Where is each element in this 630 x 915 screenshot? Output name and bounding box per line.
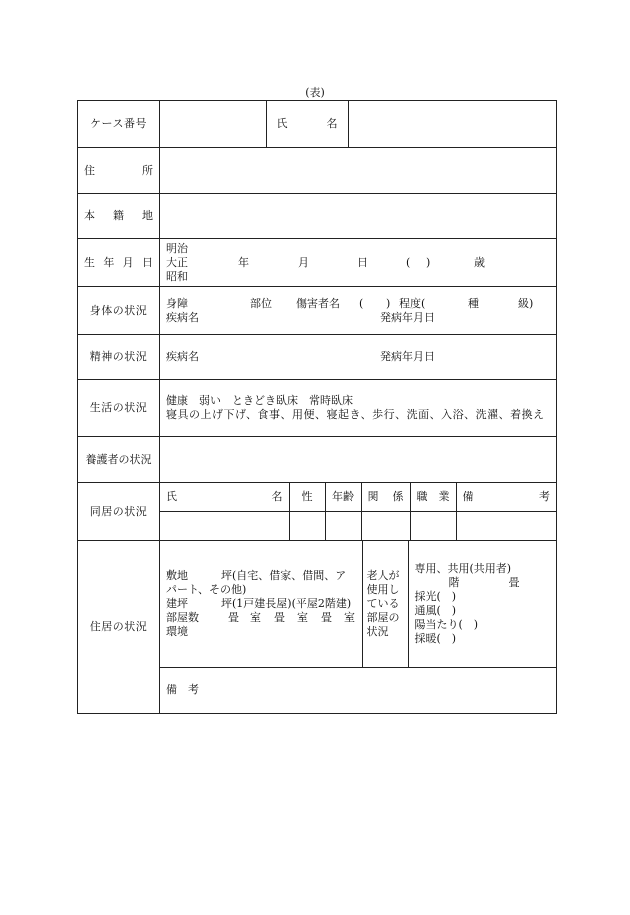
housing-floor-area: 建坪 坪(1戸建長屋)(平屋2階建) — [166, 596, 352, 610]
col-name-2: 名 — [271, 490, 283, 503]
physical-field[interactable] — [160, 287, 557, 335]
label-case-number: ケース番号 — [78, 101, 160, 148]
rooms-shitsu-1: 室 — [250, 610, 261, 624]
unit-day: 日 — [357, 255, 368, 269]
room-label-2: 使用し — [366, 582, 400, 596]
case-number-field[interactable] — [160, 101, 266, 147]
label-name-2: 名 — [326, 117, 338, 130]
cohabit-relation-cell[interactable] — [361, 512, 410, 541]
room-lighting: 採光( ) — [414, 589, 457, 603]
col-name-1: 氏 — [166, 490, 177, 503]
label-housing: 住居の状況 — [78, 541, 160, 714]
era-taisho: 大正 — [166, 255, 188, 269]
phys-shinsho: 身障 — [166, 296, 188, 310]
room-floor: 階 — [448, 575, 460, 589]
room-label-5: 状況 — [366, 624, 389, 638]
label-cohabit: 同居の状況 — [78, 483, 160, 541]
phys-disability-name: 傷害者名 — [296, 296, 340, 310]
col-remarks-1: 備 — [462, 490, 474, 503]
housing-site-cell[interactable] — [160, 541, 362, 667]
row-guardian — [78, 437, 557, 483]
rooms-jo-3: 畳 — [321, 610, 332, 624]
label-address-1: 住 — [84, 163, 95, 177]
rooms-shitsu-3: 室 — [344, 610, 355, 624]
housing-remarks-cell[interactable] — [160, 667, 556, 713]
label-guardian: 養護者の状況 — [78, 437, 160, 483]
unit-year: 年 — [238, 255, 249, 269]
phys-grade: 級) — [518, 296, 534, 310]
col-relation-1: 関 — [367, 490, 379, 503]
label-physical: 身体の状況 — [78, 287, 160, 335]
room-label-1: 老人が — [366, 568, 400, 582]
life-health-options: 健康 弱い ときどき臥床 常時臥床 — [166, 394, 353, 407]
phys-disease-name: 疾病名 — [166, 310, 199, 324]
cohabit-header-row — [160, 483, 556, 512]
cohabit-entry-row — [160, 512, 556, 541]
label-birth-2: 年 — [103, 255, 115, 269]
col-job-2: 業 — [438, 490, 450, 503]
label-name-1: 氏 — [276, 117, 288, 130]
life-field[interactable] — [160, 380, 557, 437]
phys-onset-date: 発病年月日 — [380, 310, 435, 324]
col-age: 年齢 — [325, 483, 361, 512]
cohabit-age-cell[interactable] — [325, 512, 361, 541]
mental-field[interactable] — [160, 335, 557, 380]
address-field[interactable] — [160, 148, 557, 194]
rooms-shitsu-2: 室 — [297, 610, 308, 624]
row-birth — [78, 239, 557, 287]
housing-room-label-cell — [362, 541, 408, 667]
housing-environment: 環境 — [166, 624, 188, 638]
room-heating: 採暖( ) — [414, 631, 457, 645]
rooms-jo-2: 畳 — [274, 610, 285, 624]
case-record-form — [77, 100, 557, 714]
life-adl-items: 寝具の上げ下げ、食事、用便、寝起き、歩行、洗面、入浴、洗濯、着換え — [166, 408, 545, 421]
paren-open: ( — [406, 255, 411, 269]
housing-table — [160, 541, 556, 713]
room-sunlight: 陽当たり( ) — [414, 617, 479, 631]
row-physical — [78, 287, 557, 335]
col-job-1: 職 — [416, 490, 428, 503]
name-field[interactable] — [348, 101, 556, 147]
cohabit-name-cell[interactable] — [160, 512, 289, 541]
guardian-field[interactable] — [160, 437, 557, 483]
birth-field[interactable] — [160, 239, 557, 287]
room-label-4: 部屋の — [366, 610, 400, 624]
cohabit-sex-cell[interactable] — [289, 512, 325, 541]
housing-site: 敷地 坪(自宅、借家、借間、アパート、その他) — [166, 568, 347, 596]
housing-remarks-label: 備 考 — [166, 683, 199, 697]
row-housing — [78, 541, 557, 714]
room-label-3: ている — [366, 596, 400, 610]
label-address-2: 所 — [142, 163, 153, 177]
domicile-field[interactable] — [160, 194, 557, 239]
col-sex: 性 — [289, 483, 325, 512]
cohabit-remarks-cell[interactable] — [456, 512, 556, 541]
row-case-number — [78, 101, 557, 148]
cohabit-job-cell[interactable] — [410, 512, 456, 541]
label-birth-3: 月 — [122, 255, 134, 269]
phys-part: 部位 — [250, 296, 272, 310]
mental-disease-name: 疾病名 — [166, 350, 199, 363]
label-domicile-2: 籍 — [113, 209, 124, 222]
row-mental — [78, 335, 557, 380]
label-birth-1: 生 — [84, 255, 95, 269]
housing-rooms — [166, 611, 356, 625]
phys-degree: 程度( — [399, 296, 426, 310]
row-cohabit — [78, 483, 557, 541]
row-address — [78, 148, 557, 194]
label-birth-4: 日 — [141, 255, 153, 269]
room-use: 専用、共用(共用者) — [414, 561, 512, 575]
paren-close: ) — [426, 255, 431, 269]
room-ventilation: 通風( ) — [414, 603, 457, 617]
phys-type: 種 — [468, 296, 479, 310]
phys-paren-open: ( — [359, 296, 364, 310]
rooms-label: 部屋数 — [166, 610, 199, 624]
label-life: 生活の状況 — [78, 380, 160, 437]
unit-age: 歳 — [474, 255, 485, 269]
row-life — [78, 380, 557, 437]
row-domicile — [78, 194, 557, 239]
era-meiji: 明治 — [166, 241, 188, 255]
rooms-jo-1: 畳 — [228, 610, 239, 624]
label-domicile-3: 地 — [142, 209, 153, 222]
room-tatami: 畳 — [508, 575, 520, 589]
phys-paren-close: ) — [386, 296, 391, 310]
label-mental: 精神の状況 — [78, 335, 160, 380]
label-domicile-1: 本 — [84, 209, 95, 222]
col-remarks-2: 考 — [539, 490, 550, 503]
cohabit-table — [160, 483, 556, 540]
col-relation-2: 係 — [392, 490, 404, 503]
housing-room-cell[interactable] — [408, 541, 556, 667]
form-caption: (表) — [305, 86, 325, 99]
unit-month: 月 — [298, 255, 309, 269]
mental-onset-date: 発病年月日 — [380, 350, 435, 363]
era-showa: 昭和 — [166, 269, 188, 283]
